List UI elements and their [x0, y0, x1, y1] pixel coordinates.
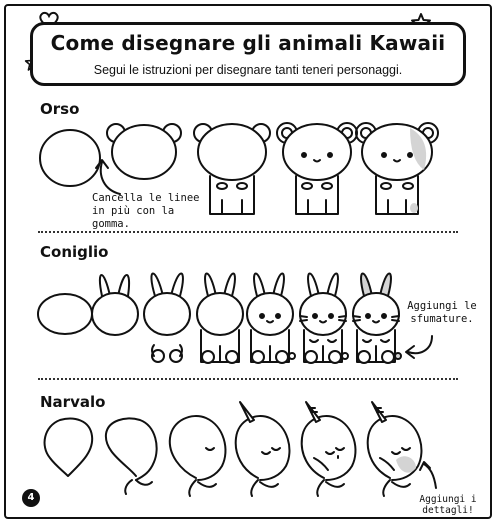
rabbit-step-3: [144, 274, 190, 363]
page-title: Come disegnare gli animali Kawaii: [50, 31, 446, 55]
rabbit-step-4: [197, 274, 243, 364]
bear-step-2: [107, 124, 181, 179]
bear-step-1: [40, 130, 100, 186]
page-number: 4: [22, 489, 40, 507]
section-label-rabbit: Coniglio: [40, 243, 109, 261]
narwhal-step-2: [106, 419, 157, 494]
rabbit-step-2: [92, 275, 138, 335]
bear-step-4: [277, 123, 357, 214]
narwhal-tip-text: Aggiungi i dettagli!: [419, 494, 477, 516]
bear-step-5: [356, 123, 438, 214]
section-label-bear: Orso: [40, 100, 80, 118]
rabbit-step-6: [300, 274, 348, 364]
rabbit-tip-text: Aggiungi le sfumature.: [407, 300, 477, 325]
rabbit-arrow-icon: [406, 336, 432, 358]
rabbit-step-1: [38, 294, 92, 334]
narwhal-step-6: [368, 402, 422, 496]
bear-tip-text: Cancella le linee in più con la gomma.: [92, 192, 200, 230]
narwhal-arrow-icon: [420, 462, 436, 488]
page-subtitle: Segui le istruzioni per disegnare tanti teneri personaggi.: [93, 63, 403, 77]
rabbit-step-5: [247, 274, 295, 364]
section-label-narwhal: Narvalo: [40, 393, 106, 411]
narwhal-step-5: [302, 402, 356, 496]
bear-step-3: [194, 124, 270, 214]
rabbit-step-7: [353, 274, 401, 364]
narwhal-step-3: [170, 416, 226, 496]
narwhal-step-4: [236, 402, 290, 496]
narwhal-step-1: [45, 419, 93, 476]
